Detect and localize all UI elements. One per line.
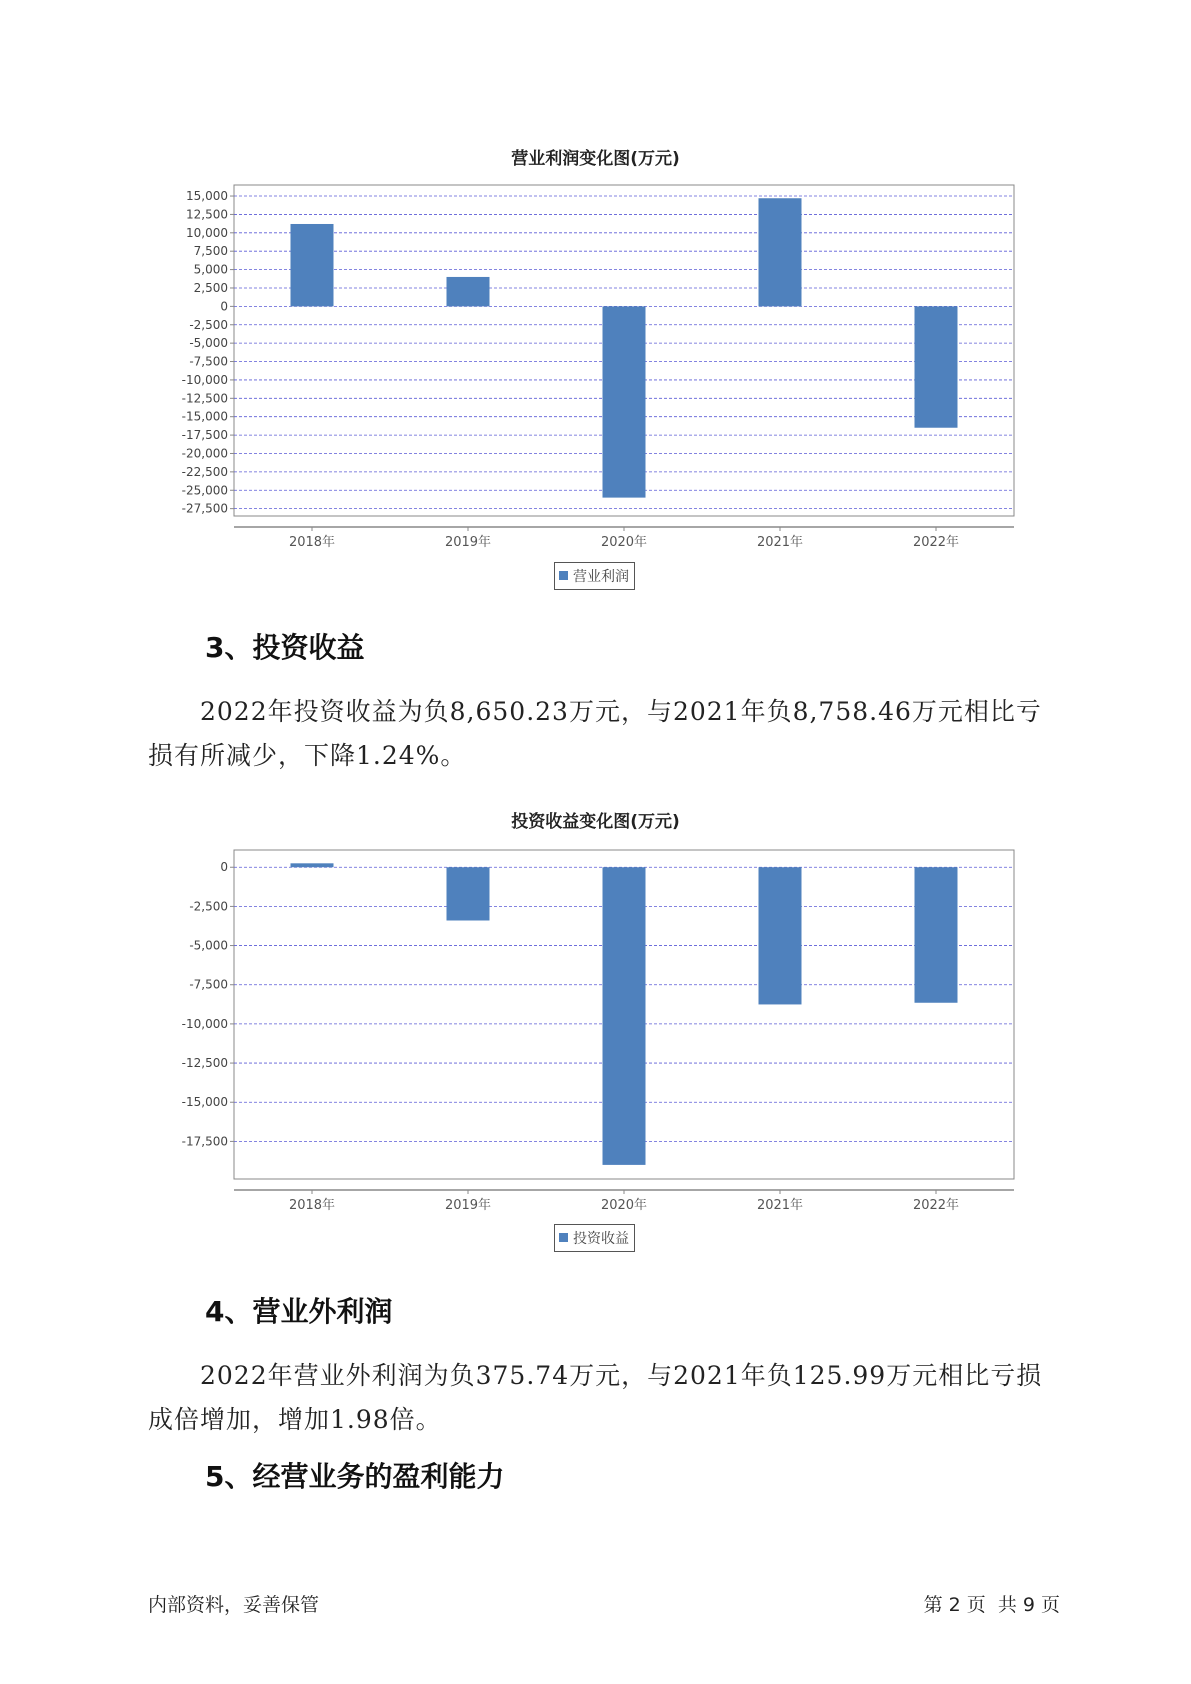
x-tick-label: 2018年 — [288, 535, 336, 550]
y-tick-label: 12,500 — [186, 207, 228, 222]
legend-swatch — [559, 1233, 568, 1242]
y-tick-label: 15,000 — [186, 189, 228, 204]
y-tick-label: -5,000 — [189, 938, 228, 953]
y-tick-label: -2,500 — [189, 899, 228, 914]
y-tick-label: -17,500 — [181, 1134, 228, 1149]
section4-heading: 4、营业外利润 — [205, 1295, 393, 1328]
y-tick-label: -7,500 — [189, 977, 228, 992]
y-tick-label: 5,000 — [193, 262, 228, 277]
x-tick-label: 2018年 — [288, 1198, 336, 1213]
bar — [915, 867, 958, 1003]
y-tick-label: -10,000 — [181, 372, 228, 387]
x-tick-label: 2022年 — [912, 535, 960, 550]
chart2-legend-label: 投资收益 — [573, 1231, 629, 1247]
x-tick-label: 2019年 — [444, 1198, 492, 1213]
y-tick-label: -7,500 — [189, 354, 228, 369]
bar — [759, 867, 802, 1004]
y-tick-label: -15,000 — [181, 1095, 228, 1110]
chart2-legend — [554, 1224, 635, 1252]
section4-paragraph — [148, 1354, 1048, 1442]
section3-heading: 3、投资收益 — [205, 631, 365, 664]
y-tick-label: 7,500 — [193, 244, 228, 259]
y-tick-label: 10,000 — [186, 225, 228, 240]
x-tick-label: 2020年 — [600, 535, 648, 550]
y-tick-label: -2,500 — [189, 317, 228, 332]
y-tick-label: 0 — [220, 860, 228, 875]
bar — [603, 867, 646, 1165]
chart1-title: 营业利润变化图(万元) — [511, 149, 680, 169]
x-tick-label: 2022年 — [912, 1198, 960, 1213]
chart2-title: 投资收益变化图(万元) — [511, 812, 680, 832]
section3-paragraph-text: 2022年投资收益为负8,650.23万元，与2021年负8,758.46万元相比亏损有所减少，下降1.24%。 — [148, 697, 1042, 770]
y-tick-label: -12,500 — [181, 391, 228, 406]
x-tick-label: 2020年 — [600, 1198, 648, 1213]
y-tick-label: -5,000 — [189, 336, 228, 351]
y-tick-label: 2,500 — [193, 280, 228, 295]
y-tick-label: -15,000 — [181, 409, 228, 424]
footer-page-number: 第 2 页 共 9 页 — [923, 1594, 1060, 1616]
x-tick-label: 2021年 — [756, 535, 804, 550]
y-tick-label: -10,000 — [181, 1016, 228, 1031]
y-tick-label: -17,500 — [181, 428, 228, 443]
chart1-legend-label: 营业利润 — [573, 569, 629, 585]
section4-paragraph-text: 2022年营业外利润为负375.74万元，与2021年负125.99万元相比亏损成倍增加，增加1.98倍。 — [148, 1361, 1043, 1434]
y-tick-label: -25,000 — [181, 483, 228, 498]
footer-left: 内部资料，妥善保管 — [148, 1594, 320, 1616]
section5-heading: 5、经营业务的盈利能力 — [205, 1460, 505, 1493]
x-tick-label: 2019年 — [444, 535, 492, 550]
x-tick-label: 2021年 — [756, 1198, 804, 1213]
y-tick-label: -12,500 — [181, 1056, 228, 1071]
y-tick-label: -22,500 — [181, 464, 228, 479]
y-tick-label: -27,500 — [181, 501, 228, 516]
y-tick-label: 0 — [220, 299, 228, 314]
y-tick-label: -20,000 — [181, 446, 228, 461]
bar — [447, 867, 490, 920]
bar — [291, 863, 334, 867]
